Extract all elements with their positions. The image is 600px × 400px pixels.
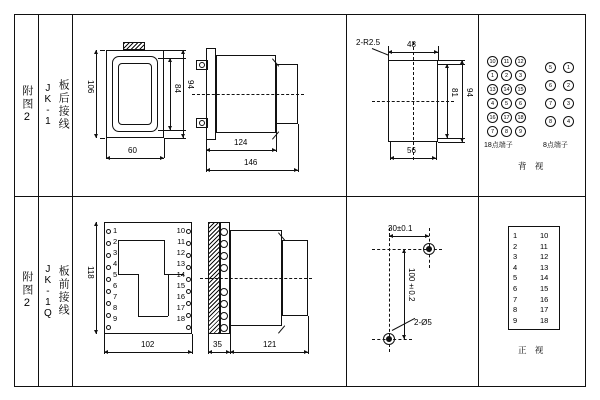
row2-term-right-16[interactable] <box>186 301 191 306</box>
row1-model-cell <box>38 14 72 196</box>
row2-term-left-6[interactable] <box>106 289 111 294</box>
row2-legend-right-15: 15 <box>540 283 549 293</box>
terminal-18-9[interactable]: 15 <box>515 84 526 95</box>
terminal-18-11[interactable]: 5 <box>501 98 512 109</box>
row2-legend-left-6: 6 <box>513 283 518 293</box>
terminal-18-17[interactable]: 8 <box>501 126 512 137</box>
row1-dim-81: 81 <box>450 88 459 97</box>
row2-legend-left-numbers <box>513 231 517 326</box>
row1-dim-106-line <box>96 50 97 138</box>
row2-legend-right-11: 11 <box>540 241 548 251</box>
row1-view-caption: 背 视 <box>518 161 547 171</box>
row2-term-left-1[interactable] <box>106 229 111 234</box>
row2-right-num-18: 18 <box>176 314 185 323</box>
row2-dim-121-line <box>230 352 308 353</box>
frame-col-views <box>346 14 347 386</box>
row1-dim-94: 94 <box>186 80 195 89</box>
row2-dim-118-line <box>96 222 97 334</box>
row2-legend-right-10: 10 <box>540 231 549 240</box>
terminal-18-4[interactable]: 1 <box>487 70 498 81</box>
row1-terminal-8-caption: 8点端子 <box>543 142 568 149</box>
row2-appendix-cell <box>14 196 38 386</box>
row2-hole-vline-right <box>429 228 430 268</box>
row2-legend-right-18: 18 <box>540 315 549 325</box>
row2-right-num-12: 12 <box>176 248 185 257</box>
row1-dim-146-line <box>206 170 298 171</box>
row2-legend-right-13: 13 <box>540 262 549 272</box>
row2-term-right-12[interactable] <box>186 253 191 258</box>
row2-term-right-17[interactable] <box>186 313 191 318</box>
row2-term-right-15[interactable] <box>186 289 191 294</box>
frame-right <box>585 14 586 386</box>
row1-dim-56-line <box>390 158 436 159</box>
row1-wiring-label: 板后接线 <box>57 79 70 131</box>
terminal-8-7[interactable]: 8 <box>545 116 556 127</box>
row2-dim-100: 100±0.2 <box>407 268 416 302</box>
row2-legend-left-9: 9 <box>513 315 518 325</box>
row2-right-num-10: 10 <box>176 226 185 235</box>
terminal-18-15[interactable]: 18 <box>515 112 526 123</box>
terminal-8-6[interactable]: 3 <box>563 98 574 109</box>
row2-term-right-13[interactable] <box>186 265 191 270</box>
row2-left-num-6: 6 <box>113 281 118 290</box>
row1-dim-106: 106 <box>86 80 95 94</box>
row2-left-num-5: 5 <box>113 270 118 279</box>
row2-term-left-4[interactable] <box>106 265 111 270</box>
frame-top <box>14 14 586 15</box>
row2-hole-hline-top <box>372 249 442 250</box>
terminal-18-12[interactable]: 6 <box>515 98 526 109</box>
row2-left-num-9: 9 <box>113 314 118 323</box>
frame-col-model <box>72 14 73 386</box>
row2-left-numbers <box>113 225 117 324</box>
row2-term-right-10[interactable] <box>186 229 191 234</box>
row2-model-cell <box>38 196 72 386</box>
terminal-18-14[interactable]: 17 <box>501 112 512 123</box>
row1-dim-124: 124 <box>234 138 248 147</box>
row1-front-top-connector <box>123 42 145 50</box>
row2-legend-right-16: 16 <box>540 294 549 304</box>
row1-side-hole-bottom <box>199 120 205 126</box>
row2-term-left-7[interactable] <box>106 301 111 306</box>
row1-appendix-cell <box>14 14 38 196</box>
row2-term-left-8[interactable] <box>106 313 111 318</box>
row1-side-hole-top <box>199 62 205 68</box>
terminal-8-4[interactable]: 2 <box>563 80 574 91</box>
row2-term-right-11[interactable] <box>186 241 191 246</box>
row2-view-caption: 正 视 <box>518 345 547 355</box>
row2-left-num-3: 3 <box>113 248 118 257</box>
row1-dim-81-line <box>447 64 448 138</box>
terminal-8-8[interactable]: 4 <box>563 116 574 127</box>
row2-legend-right-numbers <box>540 231 548 326</box>
row2-dim-30-line <box>389 236 429 237</box>
terminal-8-2[interactable]: 1 <box>563 62 574 73</box>
row2-term-right-18[interactable] <box>186 325 191 330</box>
row2-dim-102-line <box>104 352 192 353</box>
row2-legend-right-14: 14 <box>540 273 549 283</box>
row1-dim-84-line <box>170 58 171 130</box>
terminal-18-7[interactable]: 13 <box>487 84 498 95</box>
row2-dim-121: 121 <box>263 340 277 349</box>
row1-dim-124-line <box>206 150 276 151</box>
row1-front-window <box>118 63 152 125</box>
row2-term-right-14[interactable] <box>186 277 191 282</box>
frame-col-cutout <box>478 14 479 386</box>
terminal-8-1[interactable]: 5 <box>545 62 556 73</box>
row2-model-label: JK-1Q <box>42 263 54 319</box>
row1-terminal-18-caption: 18点端子 <box>484 142 513 149</box>
row1-appendix-label: 附图2 <box>20 85 33 125</box>
row2-right-numbers <box>172 225 185 324</box>
row1-dim-48-line <box>388 52 438 53</box>
row2-term-left-3[interactable] <box>106 253 111 258</box>
row2-legend-left-3: 3 <box>513 252 518 262</box>
row2-dim-30: 30±0.1 <box>388 224 413 233</box>
row2-dim-118: 118 <box>86 266 95 279</box>
row1-dim-94b-line <box>462 60 463 142</box>
terminal-18-1[interactable]: 10 <box>487 56 498 67</box>
row2-legend-left-7: 7 <box>513 294 518 304</box>
row2-left-num-4: 4 <box>113 259 118 268</box>
row2-hole-hline-bottom <box>372 339 412 340</box>
terminal-18-18[interactable]: 9 <box>515 126 526 137</box>
row1-dim-56: 56 <box>407 146 416 155</box>
row2-dim-102: 102 <box>141 340 155 349</box>
row2-appendix-label: 附图2 <box>20 271 33 311</box>
row1-dim-146: 146 <box>244 158 258 167</box>
row2-right-num-13: 13 <box>176 259 185 268</box>
row1-cutout-hcenter <box>372 101 454 102</box>
row1-dim-60: 60 <box>128 146 137 155</box>
terminal-18-3[interactable]: 12 <box>515 56 526 67</box>
row2-left-num-8: 8 <box>113 303 118 312</box>
row1-side-centerline <box>192 94 304 95</box>
frame-bottom <box>14 386 586 387</box>
row2-right-num-16: 16 <box>176 292 185 301</box>
row2-legend-left-4: 4 <box>513 262 518 272</box>
row2-right-num-17: 17 <box>176 303 185 312</box>
row1-dim-94-line <box>183 50 184 138</box>
row2-term-left-2[interactable] <box>106 241 111 246</box>
terminal-18-16[interactable]: 7 <box>487 126 498 137</box>
row2-dim-35: 35 <box>213 340 222 349</box>
row2-dim-100-line <box>404 249 405 339</box>
frame-row-divider <box>14 196 586 197</box>
row2-left-num-1: 1 <box>113 226 118 235</box>
row2-legend-left-1: 1 <box>513 231 518 240</box>
row2-legend-left-8: 8 <box>513 305 518 315</box>
row2-legend-right-17: 17 <box>540 305 549 315</box>
row2-term-left-5[interactable] <box>106 277 111 282</box>
terminal-18-5[interactable]: 2 <box>501 70 512 81</box>
row2-right-num-14: 14 <box>176 270 185 279</box>
row2-legend-left-5: 5 <box>513 273 518 283</box>
row1-note-r25: 2-R2.5 <box>356 38 381 47</box>
row2-left-num-7: 7 <box>113 292 118 301</box>
row1-dim-60-line <box>106 158 164 159</box>
terminal-18-2[interactable]: 11 <box>501 56 512 67</box>
terminal-18-13[interactable]: 16 <box>487 112 498 123</box>
terminal-18-6[interactable]: 3 <box>515 70 526 81</box>
row2-hole-vline-left <box>389 228 390 352</box>
terminal-18-10[interactable]: 4 <box>487 98 498 109</box>
row1-dim-84: 84 <box>173 84 182 93</box>
terminal-8-5[interactable]: 7 <box>545 98 556 109</box>
row2-legend-right-12: 12 <box>540 252 549 262</box>
row1-dim-94b: 94 <box>465 88 474 97</box>
row2-legend-left-2: 2 <box>513 241 518 251</box>
terminal-18-8[interactable]: 14 <box>501 84 512 95</box>
row2-note-2d5: 2-Ø5 <box>414 318 432 327</box>
row2-wiring-label: 板前接线 <box>57 265 70 317</box>
row2-right-num-15: 15 <box>176 281 185 290</box>
row1-dim-48: 48 <box>407 40 416 49</box>
terminal-8-3[interactable]: 6 <box>545 80 556 91</box>
row1-model-label: JK-1 <box>42 83 54 127</box>
row2-side-centerline <box>200 278 312 279</box>
row2-right-num-11: 11 <box>177 237 185 246</box>
row2-left-num-2: 2 <box>113 237 118 246</box>
row2-term-left-9[interactable] <box>106 325 111 330</box>
